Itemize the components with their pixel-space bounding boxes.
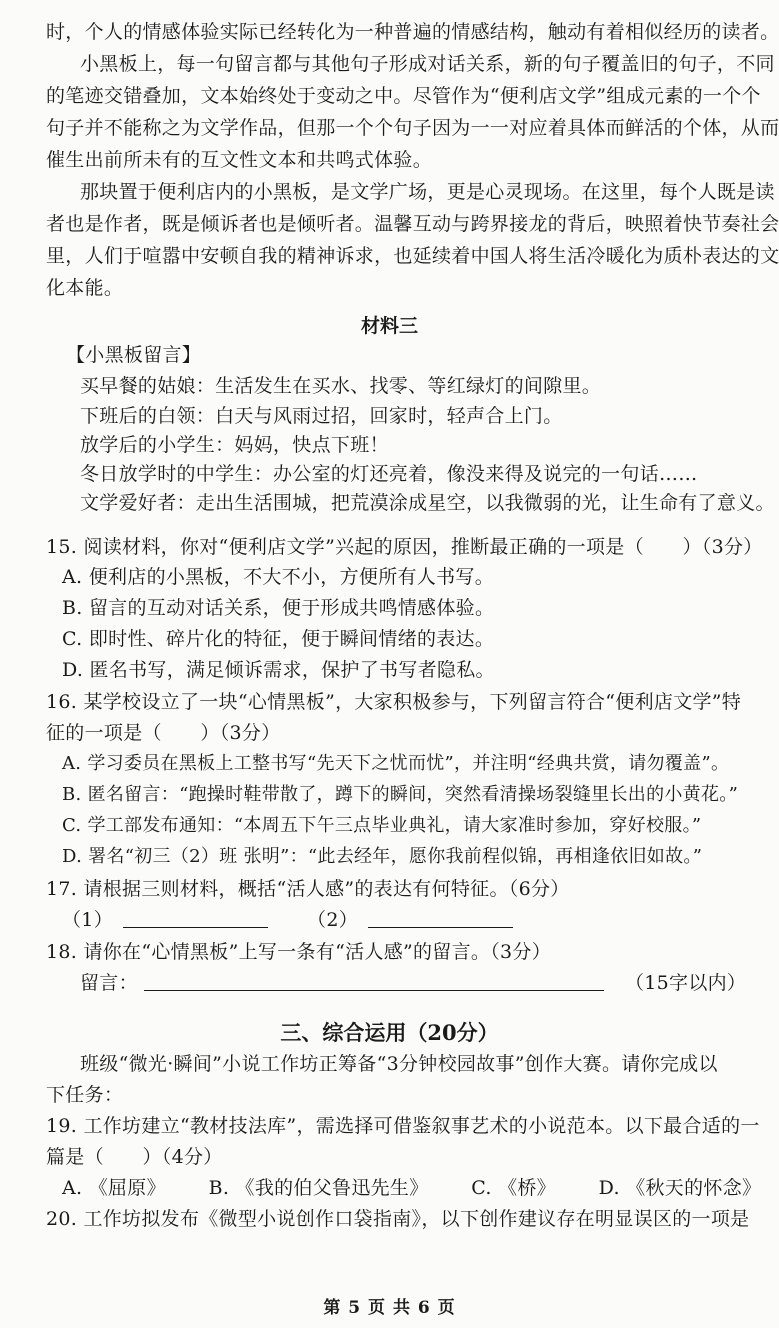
question-19-option-b: B. 《我的伯父鲁迅先生》 [208, 1177, 429, 1199]
question-19-option-a: A. 《屈原》 [62, 1177, 166, 1199]
question-17-stem: 17. 请根据三则材料，概括“活人感”的表达有何特征。（6分） [46, 878, 570, 900]
passage-line: 催生出前所未有的互文性文本和共鸣式体验。 [46, 149, 433, 171]
question-16-option-b: B. 匿名留言：“跑操时鞋带散了，蹲下的瞬间，突然看清操场裂缝里长出的小黄花。” [62, 784, 739, 805]
passage-line: 句子并不能称之为文学作品，但那一个个句子因为一一对应着具体而鲜活的个体，从而 [46, 117, 779, 139]
passage-line: 化本能。 [46, 277, 124, 299]
answer-limit-note: （15字以内） [624, 972, 747, 994]
question-16-option-c: C. 学工部发布通知：“本周五下午三点毕业典礼，请大家准时参加，穿好校服。” [62, 815, 702, 836]
board-message: 文学爱好者：走出生活围城，把荒漠涂成星空，以我微弱的光，让生命有了意义。 [80, 492, 775, 514]
passage-line: 者也是作者，既是倾诉者也是倾听者。温馨互动与跨界接龙的背后，映照着快节奏社会 [46, 213, 779, 235]
question-17-answers [62, 908, 742, 932]
question-15-option-c: C. 即时性、碎片化的特征，便于瞬间情绪的表达。 [62, 628, 495, 650]
question-15-option-a: A. 便利店的小黑板，不大不小，方便所有人书写。 [62, 566, 495, 588]
answer-2-label: （2） [307, 909, 359, 931]
answer-2-blank[interactable] [368, 909, 513, 928]
passage-line: 时，个人的情感体验实际已经转化为一种普遍的情感结构，触动有着相似经历的读者。 [46, 21, 779, 43]
board-label: 【小黑板留言】 [66, 344, 202, 366]
question-15-option-d: D. 匿名书写，满足倾诉需求，保护了书写者隐私。 [62, 659, 495, 681]
question-19-stem: 19. 工作坊建立“教材技法库”，需选择可借鉴叙事艺术的小说范本。以下最合适的一 [46, 1115, 760, 1137]
answer-label: 留言： [80, 972, 138, 994]
passage-line: 里，人们于喧嚣中安顿自我的精神诉求，也延续着中国人将生活冷暖化为质朴表达的文 [46, 245, 779, 267]
answer-1-label: （1） [62, 909, 113, 931]
question-15-stem: 15. 阅读材料，你对“便利店文学”兴起的原因，推断最正确的一项是（ ）（3分） [46, 536, 763, 558]
message-answer-blank[interactable] [144, 972, 604, 991]
passage-line: 小黑板上，每一句留言都与其他句子形成对话关系，新的句子覆盖旧的句子，不同 [80, 53, 775, 75]
question-19-option-d: D. 《秋天的怀念》 [598, 1177, 762, 1199]
board-message: 下班后的白领：白天与风雨过招，回家时，轻声合上门。 [80, 405, 563, 427]
page-number: 第 5 页 共 6 页 [323, 1298, 456, 1318]
answer-1-blank[interactable] [123, 909, 268, 928]
board-message: 冬日放学时的中学生：办公室的灯还亮着，像没来得及说完的一句话…… [80, 463, 698, 485]
question-18-answer [80, 971, 747, 995]
board-message: 买早餐的姑娘：生活发生在买水、找零、等红绿灯的间隙里。 [80, 375, 602, 397]
question-19-option-c: C. 《桥》 [471, 1177, 556, 1199]
section-intro: 班级“微光·瞬间”小说工作坊正筹备“3分钟校园故事”创作大赛。请你完成以 [80, 1053, 718, 1075]
question-16-option-d: D. 署名“初三（2）班 张明”：“此去经年，愿你我前程似锦，再相逢依旧如故。” [62, 846, 703, 867]
question-15-option-b: B. 留言的互动对话关系，便于形成共鸣情感体验。 [62, 597, 495, 619]
section-title: 三、综合运用（20分） [280, 1020, 499, 1045]
question-16-stem: 征的一项是（ ）（3分） [46, 722, 281, 744]
board-message: 放学后的小学生：妈妈，快点下班！ [80, 434, 389, 456]
question-16-option-a: A. 学习委员在黑板上工整书写“先天下之忧而忧”，并注明“经典共赏，请勿覆盖”。 [62, 753, 730, 774]
question-16-stem: 16. 某学校设立了一块“心情黑板”，大家积极参与，下列留言符合“便利店文学”特 [46, 691, 742, 713]
material-title: 材料三 [360, 315, 418, 337]
passage-line: 的笔迹交错叠加，文本始终处于变动之中。尽管作为“便利店文学”组成元素的一个个 [46, 85, 761, 107]
section-intro: 下任务： [46, 1084, 124, 1106]
question-18-stem: 18. 请你在“心情黑板”上写一条有“活人感”的留言。（3分） [46, 941, 551, 963]
question-19-stem: 篇是（ ）（4分） [46, 1146, 223, 1168]
passage-line: 那块置于便利店内的小黑板，是文学广场，更是心灵现场。在这里，每个人既是读 [80, 181, 775, 203]
question-20-stem: 20. 工作坊拟发布《微型小说创作口袋指南》，以下创作建议存在明显误区的一项是 [46, 1208, 750, 1230]
question-19-options [62, 1176, 762, 1200]
